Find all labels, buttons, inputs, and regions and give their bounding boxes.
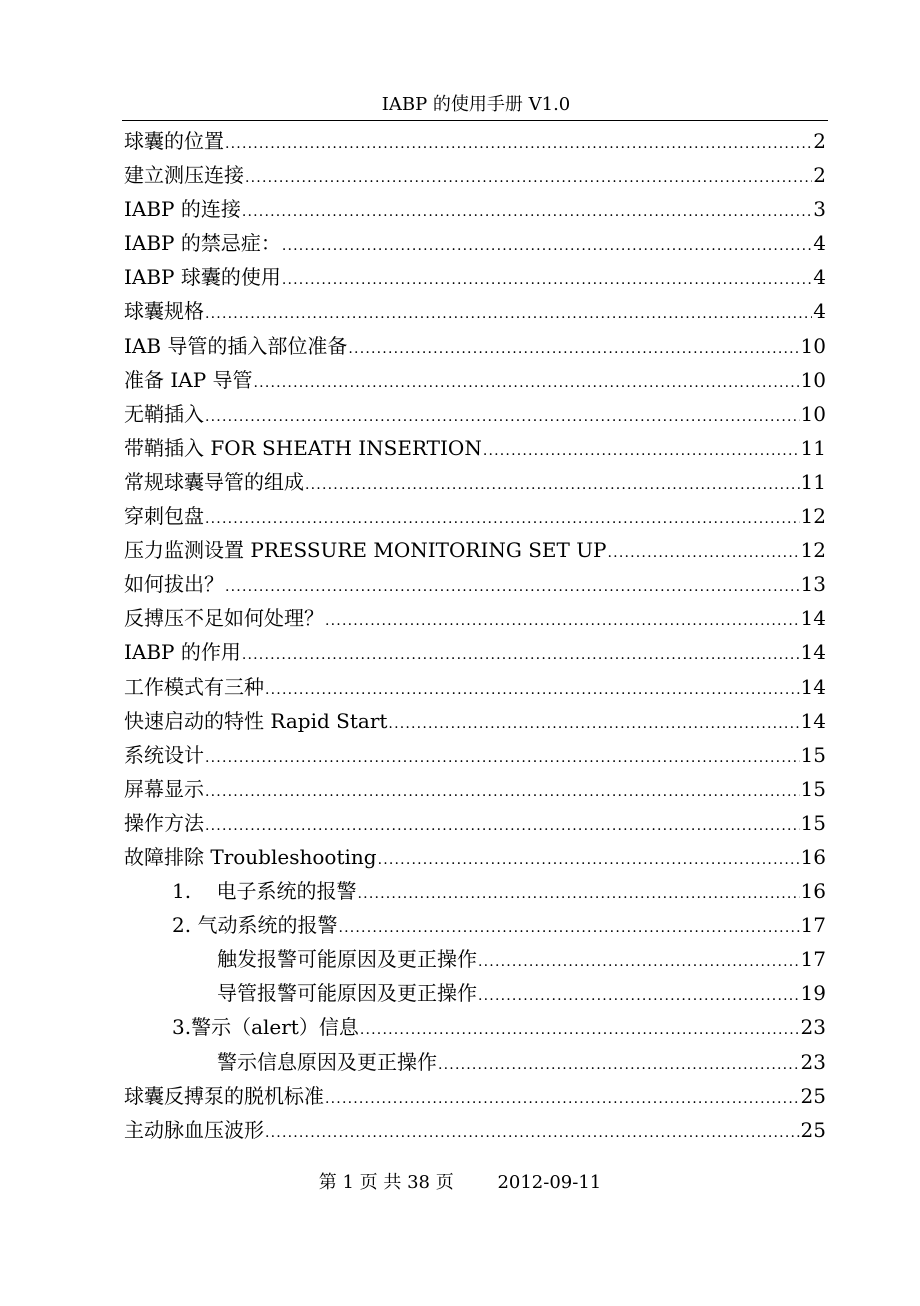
toc-entry[interactable] [124, 465, 826, 499]
toc-entry[interactable] [124, 397, 826, 431]
toc-entry-label: 建立测压连接 [124, 163, 244, 188]
toc-entry-label: 如何拔出？ [124, 572, 224, 597]
toc-dot-leader [254, 366, 800, 400]
toc-entry-label: 触发报警可能原因及更正操作 [217, 947, 477, 972]
toc-entry-page-number: 10 [800, 401, 826, 426]
footer-date: 2012-09-11 [497, 1172, 602, 1193]
toc-entry-label: 准备 IAP 导管 [124, 367, 253, 392]
toc-entry[interactable] [124, 294, 826, 328]
toc-entry[interactable] [124, 670, 826, 704]
toc-entry-label: IABP 的作用 [124, 640, 241, 665]
toc-dot-leader [282, 229, 812, 263]
toc-entry-page-number: 11 [800, 435, 826, 460]
toc-entry-page-number: 25 [800, 1083, 826, 1108]
toc-entry-page-number: 23 [800, 1049, 826, 1074]
toc-entry[interactable] [124, 567, 826, 601]
toc-entry-label: 2. 气动系统的报警 [172, 913, 338, 938]
toc-entry-page-number: 17 [800, 947, 826, 972]
toc-entry-page-number: 14 [800, 674, 826, 699]
toc-dot-leader [205, 400, 800, 434]
toc-entry-page-number: 14 [800, 606, 826, 631]
toc-entry-page-number: 14 [800, 708, 826, 733]
toc-entry[interactable] [124, 738, 826, 772]
page-number-info: 第 1 页 共 38 页 [318, 1172, 454, 1193]
toc-entry-label: IABP 的禁忌症： [124, 231, 281, 256]
toc-entry-label: 球囊规格 [124, 299, 204, 324]
toc-entry[interactable] [124, 226, 826, 260]
toc-entry[interactable] [124, 806, 826, 840]
document-title: IABP 的使用手册 V1.0 [381, 94, 571, 115]
toc-entry[interactable] [124, 124, 826, 158]
toc-entry-label: 3.警示（alert）信息 [172, 1015, 359, 1040]
toc-entry-page-number: 25 [800, 1117, 826, 1142]
toc-entry-label: 导管报警可能原因及更正操作 [217, 981, 477, 1006]
toc-dot-leader [478, 979, 800, 1013]
toc-entry[interactable] [124, 1113, 826, 1147]
toc-dot-leader [225, 127, 812, 161]
toc-dot-leader [358, 877, 800, 911]
toc-dot-leader [282, 263, 812, 297]
toc-entry-page-number: 10 [800, 333, 826, 358]
toc-dot-leader [483, 434, 800, 468]
toc-entry[interactable] [124, 1079, 826, 1113]
toc-entry-page-number: 19 [800, 981, 826, 1006]
toc-entry[interactable] [124, 499, 826, 533]
toc-entry[interactable] [124, 908, 826, 942]
toc-entry-page-number: 2 [813, 129, 826, 153]
toc-entry-label: 系统设计 [124, 742, 204, 767]
toc-entry-page-number: 2 [813, 163, 826, 188]
toc-entry-page-number: 15 [800, 810, 826, 835]
toc-dot-leader [265, 1116, 800, 1150]
toc-entry[interactable] [124, 976, 826, 1010]
toc-entry-label: 屏幕显示 [124, 776, 204, 801]
toc-entry[interactable] [124, 1010, 826, 1044]
toc-entry[interactable] [124, 533, 826, 567]
toc-entry-label: 反搏压不足如何处理？ [124, 606, 324, 631]
toc-dot-leader [225, 570, 800, 604]
toc-dot-leader [205, 297, 812, 331]
toc-entry-page-number: 23 [800, 1015, 826, 1040]
toc-entry-label: 主动脉血压波形 [124, 1117, 264, 1142]
toc-entry-page-number: 13 [800, 572, 826, 597]
toc-entry[interactable] [124, 363, 826, 397]
toc-entry-label: 压力监测设置 PRESSURE MONITORING SET UP [124, 538, 607, 563]
table-of-contents [124, 124, 826, 1147]
toc-dot-leader [205, 502, 800, 536]
toc-entry-label: 球囊的位置 [124, 129, 224, 153]
toc-entry-page-number: 4 [813, 265, 826, 290]
toc-entry-label: IAB 导管的插入部位准备 [124, 333, 348, 358]
toc-entry-page-number: 10 [800, 367, 826, 392]
toc-entry-label: 快速启动的特性 Rapid Start [124, 708, 388, 733]
toc-dot-leader [608, 536, 800, 570]
toc-dot-leader [242, 195, 812, 229]
toc-entry[interactable] [124, 772, 826, 806]
toc-entry-label: 球囊反搏泵的脱机标准 [124, 1083, 324, 1108]
toc-entry[interactable] [124, 431, 826, 465]
toc-entry-page-number: 11 [800, 469, 826, 494]
toc-dot-leader [305, 468, 800, 502]
toc-entry-label: 警示信息原因及更正操作 [217, 1049, 437, 1074]
toc-dot-leader [205, 775, 800, 809]
toc-entry[interactable] [124, 704, 826, 738]
toc-entry-page-number: 15 [800, 742, 826, 767]
toc-entry-page-number: 14 [800, 640, 826, 665]
toc-entry-label: 无鞘插入 [124, 401, 204, 426]
toc-entry-label: 工作模式有三种 [124, 674, 264, 699]
toc-entry[interactable] [124, 260, 826, 294]
toc-entry-page-number: 12 [800, 538, 826, 563]
toc-entry-page-number: 3 [813, 197, 826, 222]
toc-entry-label: IABP 球囊的使用 [124, 265, 281, 290]
toc-entry[interactable] [124, 874, 826, 908]
toc-entry-label: 1. 电子系统的报警 [172, 879, 357, 904]
toc-entry-page-number: 15 [800, 776, 826, 801]
toc-entry-page-number: 4 [813, 299, 826, 324]
toc-entry[interactable] [124, 192, 826, 226]
page-footer [0, 1172, 920, 1194]
toc-entry[interactable] [124, 1045, 826, 1079]
toc-dot-leader [338, 911, 799, 945]
toc-entry[interactable] [124, 942, 826, 976]
toc-entry[interactable] [124, 329, 826, 363]
toc-entry-label: 带鞘插入 FOR SHEATH INSERTION [124, 435, 482, 460]
toc-entry[interactable] [124, 840, 826, 874]
toc-dot-leader [478, 945, 800, 979]
toc-entry[interactable] [124, 158, 826, 192]
toc-entry[interactable] [124, 601, 826, 635]
toc-entry-label: 常规球囊导管的组成 [124, 469, 304, 494]
toc-dot-leader [242, 638, 800, 672]
toc-dot-leader [205, 809, 800, 843]
toc-entry-page-number: 4 [813, 231, 826, 256]
toc-dot-leader [325, 604, 800, 638]
toc-dot-leader [378, 843, 800, 877]
toc-entry-page-number: 16 [800, 879, 826, 904]
toc-entry[interactable] [124, 635, 826, 669]
toc-entry-label: 操作方法 [124, 810, 204, 835]
toc-entry-label: 穿刺包盘 [124, 504, 204, 529]
toc-dot-leader [388, 707, 799, 741]
toc-dot-leader [360, 1013, 800, 1047]
toc-dot-leader [438, 1048, 800, 1082]
toc-dot-leader [325, 1082, 800, 1116]
toc-dot-leader [348, 332, 799, 366]
toc-entry-page-number: 12 [800, 504, 826, 529]
toc-dot-leader [265, 673, 800, 707]
toc-entry-label: IABP 的连接 [124, 197, 241, 222]
page-header [122, 94, 828, 121]
toc-dot-leader [205, 741, 800, 775]
toc-entry-page-number: 16 [800, 844, 826, 869]
toc-entry-page-number: 17 [800, 913, 826, 938]
toc-entry-label: 故障排除 Troubleshooting [124, 844, 377, 869]
toc-dot-leader [245, 161, 812, 195]
